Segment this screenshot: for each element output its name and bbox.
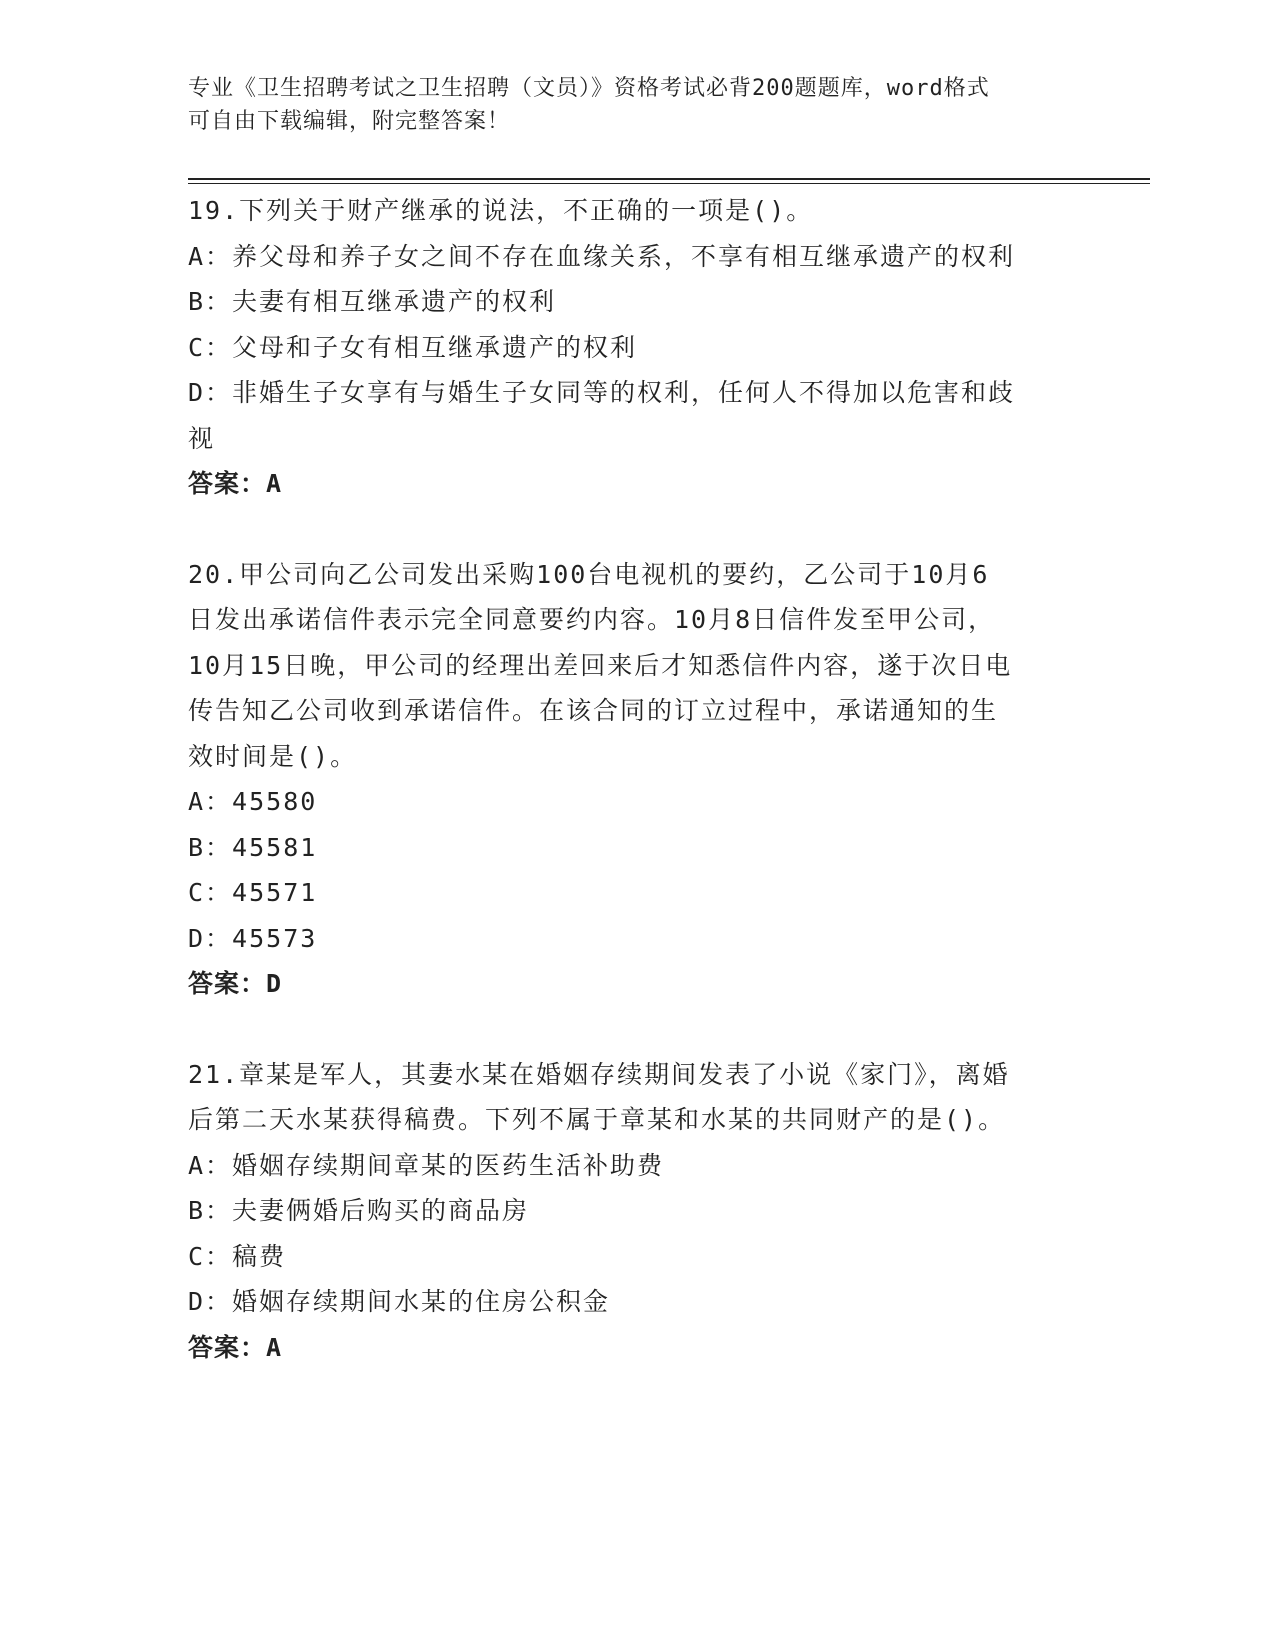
- spacer: [188, 1007, 1088, 1052]
- question-stem: 19.下列关于财产继承的说法，不正确的一项是()。: [188, 196, 814, 225]
- option-d: D：45573: [188, 923, 318, 953]
- option-d-continued: 视: [188, 423, 216, 453]
- question-stem: 后第二天水某获得稿费。下列不属于章某和水某的共同财产的是()。: [188, 1105, 1006, 1134]
- question-stem: 日发出承诺信件表示完全同意要约内容。10月8日信件发至甲公司，: [188, 605, 996, 634]
- document-header: [188, 72, 1088, 138]
- option-b: B：45581: [188, 832, 318, 862]
- question-stem: 传告知乙公司收到承诺信件。在该合同的订立过程中，承诺通知的生: [188, 696, 999, 725]
- header-line: 专业《卫生招聘考试之卫生招聘（文员）》资格考试必背200题题库，word格式: [188, 76, 990, 101]
- question-list: [188, 188, 1088, 1370]
- question-item: [188, 552, 1088, 1007]
- option-a: A：45580: [188, 787, 318, 816]
- question-stem: 21.章某是军人，其妻水某在婚姻存续期间发表了小说《家门》，离婚: [188, 1059, 1010, 1089]
- question-stem: 效时间是()。: [188, 741, 358, 771]
- option-a: A：婚姻存续期间章某的医药生活补助费: [188, 1150, 665, 1180]
- question-item: [188, 1052, 1088, 1371]
- answer: 答案：A: [188, 469, 283, 498]
- option-d: D：婚姻存续期间水某的住房公积金: [188, 1287, 611, 1316]
- option-c: C：45571: [188, 878, 318, 907]
- spacer: [188, 507, 1088, 552]
- option-b: B：夫妻俩婚后购买的商品房: [188, 1196, 530, 1225]
- question-stem: 20.甲公司向乙公司发出采购100台电视机的要约，乙公司于10月6: [188, 559, 990, 589]
- option-b: B：夫妻有相互继承遗产的权利: [188, 287, 557, 316]
- option-c: C：父母和子女有相互继承遗产的权利: [188, 332, 638, 362]
- question-item: [188, 188, 1088, 507]
- header-line: 可自由下载编辑，附完整答案！: [188, 109, 511, 134]
- question-stem: 10月15日晚，甲公司的经理出差回来后才知悉信件内容，遂于次日电: [188, 650, 1013, 680]
- option-d: D：非婚生子女享有与婚生子女同等的权利，任何人不得加以危害和歧: [188, 378, 1016, 407]
- option-a: A：养父母和养子女之间不存在血缘关系，不享有相互继承遗产的权利: [188, 241, 1016, 271]
- answer: 答案：D: [188, 969, 283, 998]
- header-divider-thin: [188, 183, 1150, 184]
- answer: 答案：A: [188, 1332, 283, 1362]
- option-c: C：稿费: [188, 1241, 287, 1271]
- header-divider: [188, 178, 1150, 180]
